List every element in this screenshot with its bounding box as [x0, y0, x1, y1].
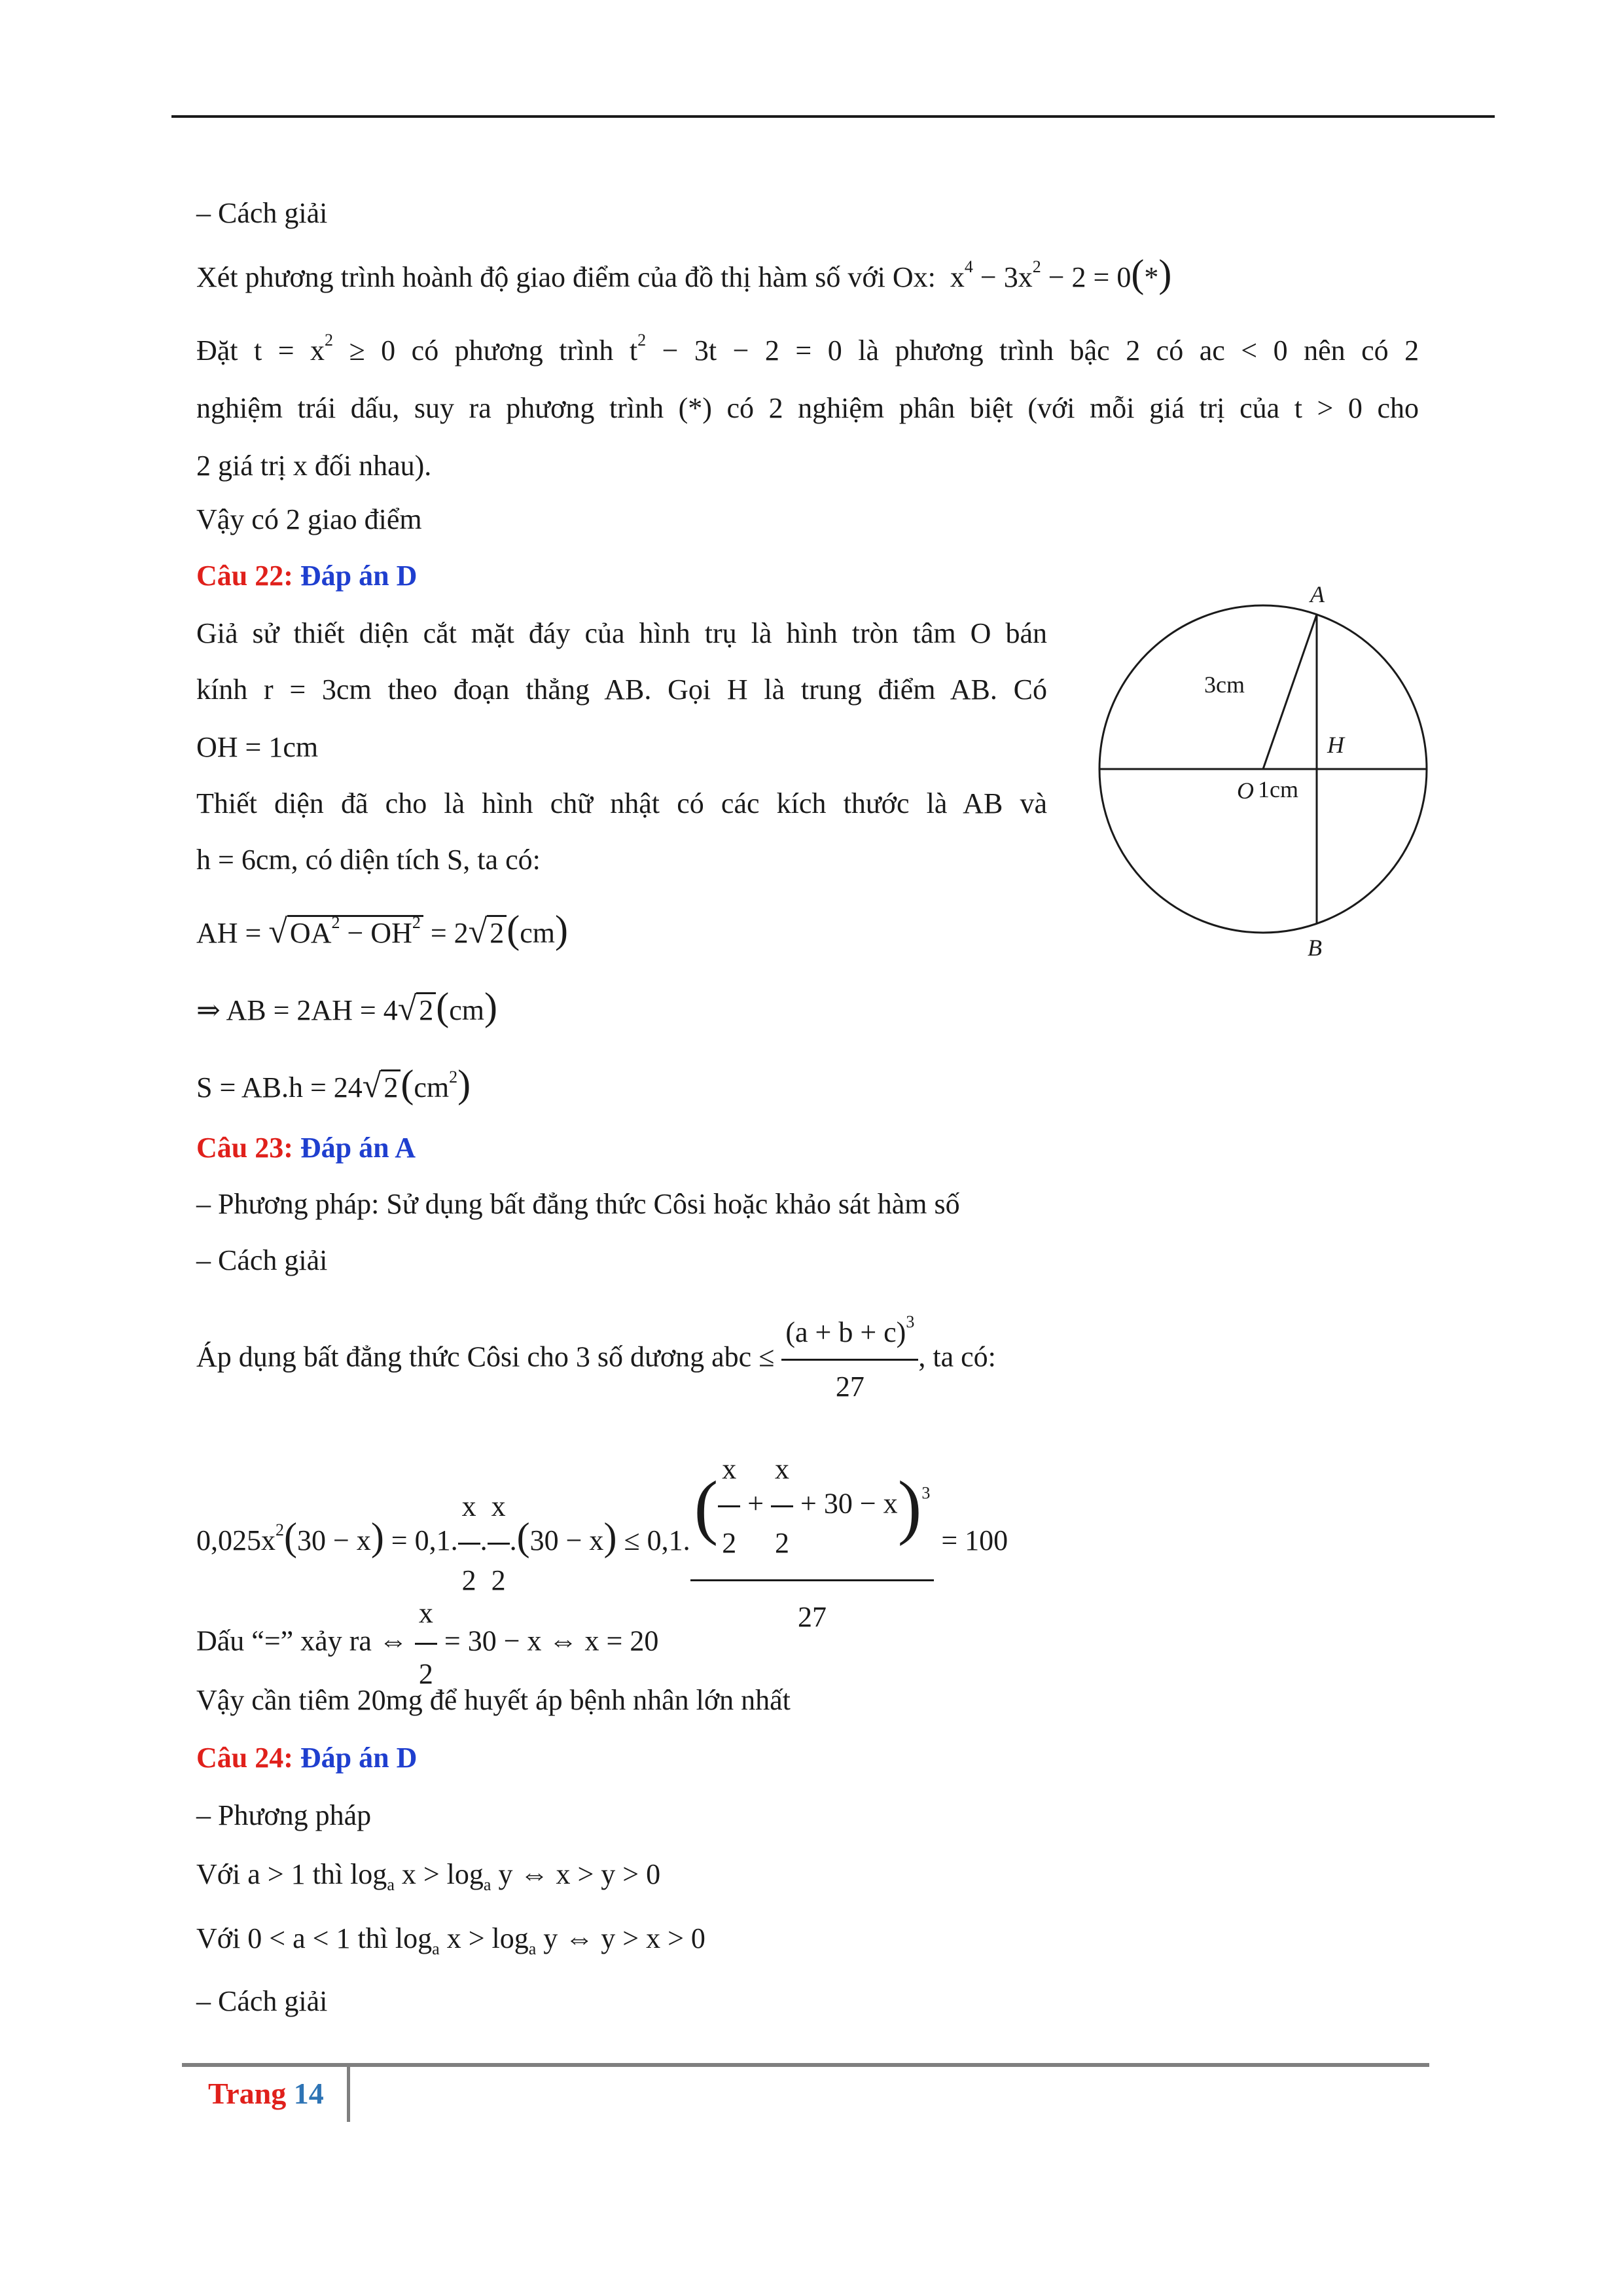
- page-number: 14: [293, 2077, 324, 2110]
- intro-line-1-text: Xét phương trình hoành độ giao điểm của đồ thị hàm số với Ox:: [196, 261, 936, 293]
- q24-heading: [196, 1740, 417, 1776]
- ac-condition: ac < 0: [1199, 334, 1288, 367]
- equation-quartic: $x^4 - 3x^2 - 2 = 0(*)$: [942, 252, 1172, 295]
- q23-conclusion: Vậy cần tiêm 20mg để huyết áp bệnh nhân lớn nhất: [196, 1684, 791, 1716]
- q22-para-1: Giả sử thiết diện cắt mặt đáy của hình trụ là hình tròn tâm O bán: [196, 617, 1047, 649]
- intro-line-3: nghiệm trái dấu, suy ra phương trình (*) có 2 nghiệm phân biệt (với mỗi giá trị của t > 0 cho: [196, 392, 1419, 424]
- q24-label: Câu 24:: [196, 1742, 293, 1774]
- q22-para-2: kính r = 3cm theo đoạn thẳng AB. Gọi H là trung điểm AB. Có: [196, 673, 1047, 706]
- q22-answer: Đáp án D: [300, 560, 418, 592]
- label-b: B: [1308, 935, 1322, 961]
- circle-figure: [1080, 583, 1446, 962]
- height-eq: h = 6cm: [196, 844, 291, 876]
- label-radius: 3cm: [1204, 672, 1245, 698]
- intro-line-1: [196, 252, 1172, 296]
- footer-rule: [182, 2063, 1429, 2067]
- q23-answer: Đáp án A: [300, 1132, 416, 1164]
- intro-line-4: 2 giá trị x đối nhau).: [196, 450, 432, 482]
- header-rule: [171, 115, 1495, 118]
- intro-line-5: Vậy có 2 giao điểm: [196, 503, 422, 535]
- label-a: A: [1310, 583, 1325, 607]
- q22-heading: [196, 558, 417, 594]
- q22-oh: [196, 729, 318, 766]
- q22-ab: ⇒ AB = 2AH = 4√2(cm): [196, 985, 498, 1028]
- q23-solution: – Cách giải: [196, 1244, 328, 1276]
- oh-eq: OH = 1cm: [196, 731, 319, 763]
- q24-solution: – Cách giải: [196, 1985, 328, 2017]
- radius-oa: [1263, 615, 1317, 769]
- footer-label: Trang: [208, 2077, 287, 2110]
- radius-eq: r = 3cm: [263, 673, 372, 706]
- q24-case-2: Với 0 < a < 1 thì $\log_a x > \log_a y$ ⇔ y > x > 0: [196, 1922, 705, 1958]
- sqrt-expr: $√OA^2 - OH^2$: [268, 914, 423, 952]
- q22-label: Câu 22:: [196, 560, 293, 592]
- q23-equality: Dấu “=” xảy ra ⇔ $\frac{x}{2}$ = 30 − x ⇔ x = 20: [196, 1584, 658, 1704]
- intro-line-2: Đặt $t = x^2 \ge 0$ có phương trình $t^2 - 3t - 2 = 0$ là phương trình bậc 2 có ac < 0 nên có 2: [196, 331, 1419, 367]
- footer-divider: [347, 2066, 350, 2122]
- q24-method: – Phương pháp: [196, 1799, 372, 1831]
- q23-inequality: $0,025x^2(30 - x) = 0,1$. $\frac{x}{2}$ . $\frac{x}{2}$ .(30 − x) ≤ 0,1. ( $\frac{x}{2}$ + $\frac{x}{2}$ + 30 − x)$^3$ 27 = 100: [196, 1433, 1008, 1653]
- q22-para-4: Thiết diện đã cho là hình chữ nhật có các kích thước là AB và: [196, 787, 1048, 819]
- q24-case-1: Với a > 1 thì $\log_a x > \log_a y$ ⇔ x > y > 0: [196, 1858, 661, 1894]
- q24-answer: Đáp án D: [300, 1742, 418, 1774]
- q23-label: Câu 23:: [196, 1132, 293, 1164]
- q23-method: – Phương pháp: Sử dụng bất đẳng thức Côsi hoặc khảo sát hàm số: [196, 1188, 960, 1220]
- q22-area: $S = AB.h = 24√2(cm^2)$: [196, 1062, 471, 1105]
- cauchy-fraction: $\frac{(a + b + c)^3}{27}$: [781, 1306, 918, 1413]
- q23-heading: [196, 1130, 416, 1166]
- substitution: $t = x^2 \ge 0$: [254, 331, 396, 367]
- label-o: O: [1237, 778, 1254, 804]
- label-h: H: [1327, 732, 1344, 758]
- solution-label: – Cách giải: [196, 197, 328, 229]
- label-oh: 1cm: [1258, 776, 1298, 802]
- q22-para-5: h = 6cm, có diện tích S, ta có:: [196, 844, 541, 876]
- bound-fraction: ( $\frac{x}{2}$ + $\frac{x}{2}$ + 30 − x)$^3$ 27: [690, 1433, 935, 1653]
- quadratic-eq: $t^2 - 3t - 2 = 0$: [629, 331, 842, 367]
- q22-ah: AH = $√OA^2 - OH^2 = 2√2(cm)$: [196, 908, 568, 951]
- q23-apply: Áp dụng bất đẳng thức Côsi cho 3 số dương abc ≤ $\frac{(a + b + c)^3}{27}$ , ta có:: [196, 1306, 996, 1413]
- page-footer: [208, 2076, 324, 2111]
